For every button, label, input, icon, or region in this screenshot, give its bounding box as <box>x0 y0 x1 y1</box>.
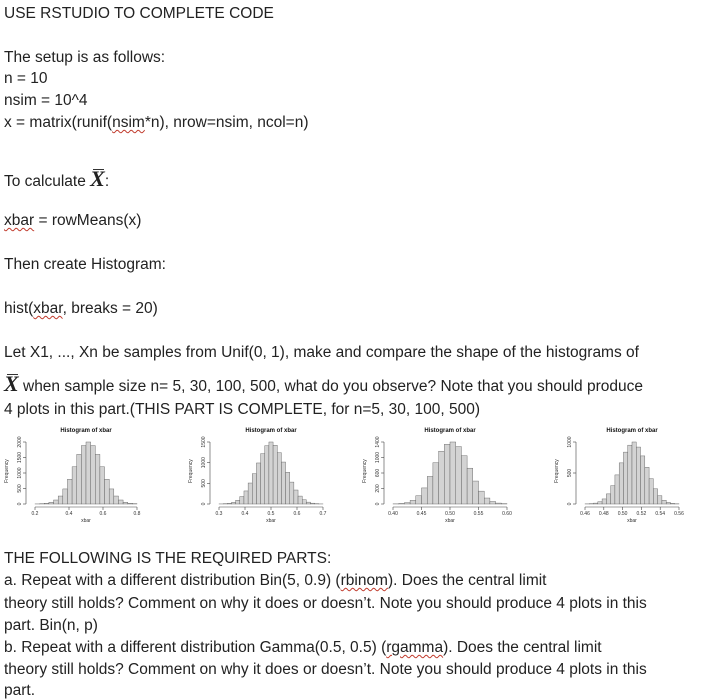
histogram-bar <box>404 503 410 504</box>
histogram-bar <box>623 452 627 504</box>
histogram-bar <box>439 451 445 504</box>
x-tick-label: 0.55 <box>474 511 484 517</box>
histogram-bar <box>666 502 670 504</box>
histogram-title: Histogram of xbar <box>606 428 658 434</box>
histogram-bar <box>123 502 128 504</box>
histogram-bar <box>461 456 467 504</box>
code-x <box>4 114 309 132</box>
y-axis-label: Frequency <box>362 459 368 483</box>
x-axis-label: xbar <box>445 518 455 524</box>
histogram-bar <box>86 442 91 504</box>
histogram-bar <box>95 454 100 504</box>
part-b-line-2: theory still holds? Comment on why it does or doesn’t. Note you should produce 4 plots in this <box>4 661 647 679</box>
histogram-title: Histogram of xbar <box>245 428 297 434</box>
histogram-n100 <box>360 424 530 524</box>
para-line-2-text: when sample size n= 5, 30, 100, 500, what do you observe? Note that you should produce <box>19 378 643 395</box>
hist-code-post: , breaks = 20) <box>63 300 158 317</box>
part-b-spellcheck: rgamma <box>386 639 443 656</box>
histogram-bar <box>615 475 619 504</box>
histogram-bar <box>231 502 235 504</box>
y-tick-label: 0 <box>17 502 23 505</box>
histogram-bar <box>236 500 240 504</box>
histogram-bar <box>302 500 306 504</box>
hist-code-spellcheck: xbar <box>33 300 62 317</box>
y-tick-label: 0 <box>375 502 381 505</box>
y-tick-label: 1500 <box>201 436 207 447</box>
setup-intro: The setup is as follows: <box>4 49 165 67</box>
histogram-bar <box>128 503 133 504</box>
histogram-bar <box>227 503 231 504</box>
x-tick-label: 0.50 <box>445 511 455 517</box>
histogram-bar <box>628 445 632 504</box>
histogram-bar <box>81 446 86 504</box>
histogram-bar <box>244 491 248 504</box>
histogram-title: Histogram of xbar <box>424 428 476 434</box>
y-tick-label: 1000 <box>567 436 573 447</box>
histogram-n30 <box>186 424 346 524</box>
histogram-bar <box>105 479 110 504</box>
x-tick-label: 0.8 <box>134 511 141 517</box>
histogram-bar <box>49 502 54 504</box>
x-tick-label: 0.46 <box>580 511 590 517</box>
x-tick-label: 0.48 <box>599 511 609 517</box>
histogram-bar <box>444 444 450 504</box>
y-tick-label: 500 <box>567 469 573 478</box>
calc-pre: To calculate <box>4 173 86 190</box>
histogram-bar <box>286 472 290 504</box>
histogram-bar <box>261 454 265 504</box>
part-a-post: ). Does the central limit <box>388 572 547 589</box>
x-tick-label: 0.7 <box>320 511 327 517</box>
histogram-bar <box>649 479 653 504</box>
histogram-bar <box>662 500 666 504</box>
code-n: n = 10 <box>4 70 48 88</box>
y-tick-label: 1000 <box>375 452 381 463</box>
histogram-bar <box>298 496 302 504</box>
part-b-pre: b. Repeat with a different distribution Gamma(0.5, 0.5) ( <box>4 639 386 656</box>
y-tick-label: 600 <box>375 469 381 478</box>
x-tick-label: 0.2 <box>32 511 39 517</box>
x-tick-label: 0.56 <box>674 511 684 517</box>
x-tick-label: 0.4 <box>66 511 73 517</box>
x-tick-label: 0.52 <box>637 511 647 517</box>
histogram-bar <box>240 497 244 504</box>
histogram-bar <box>109 489 114 504</box>
x-axis-label: xbar <box>81 518 91 524</box>
histogram-bar <box>636 447 640 504</box>
y-tick-label: 1500 <box>17 452 23 463</box>
y-tick-label: 1000 <box>17 467 23 478</box>
histogram-row <box>0 424 721 548</box>
y-tick-label: 1000 <box>201 457 207 468</box>
histogram-bar <box>473 481 479 504</box>
histogram-bar <box>54 500 59 504</box>
x-tick-label: 0.40 <box>388 511 398 517</box>
histogram-bar <box>496 503 502 504</box>
part-a-line-1 <box>4 572 546 590</box>
y-axis-label: Frequency <box>554 459 560 483</box>
histogram-bar <box>611 486 615 504</box>
histogram-bar <box>100 467 105 504</box>
histogram-bar <box>594 503 598 504</box>
x-tick-label: 0.60 <box>502 511 512 517</box>
histogram-bar <box>456 447 462 504</box>
histogram-bar <box>658 496 662 504</box>
histogram-bar <box>256 463 260 504</box>
histogram-bar <box>484 498 490 504</box>
y-tick-label: 2000 <box>17 436 23 447</box>
histogram-bar <box>422 488 428 504</box>
histogram-bar <box>44 503 49 504</box>
histogram-bar <box>433 463 439 504</box>
y-tick-label: 0 <box>567 502 573 505</box>
part-a-line-3: part. Bin(n, p) <box>4 617 98 635</box>
part-b-line-3: part. <box>4 682 35 700</box>
histogram-bar <box>619 463 623 504</box>
xbar-code-post: = rowMeans(x) <box>34 212 141 229</box>
part-b-post: ). Does the central limit <box>443 639 602 656</box>
y-axis-label: Frequency <box>188 459 194 483</box>
x-tick-label: 0.54 <box>655 511 665 517</box>
y-axis-label: Frequency <box>4 459 10 483</box>
histogram-bar <box>294 490 298 504</box>
histogram-n500 <box>552 424 702 524</box>
x-tick-label: 0.50 <box>618 511 628 517</box>
code-x-spellcheck: nsim <box>112 114 145 131</box>
histogram-bar <box>467 468 473 504</box>
xbar-symbol-2: X <box>4 372 19 396</box>
x-tick-label: 0.45 <box>417 511 427 517</box>
histogram-bar <box>118 500 123 504</box>
xbar-code-spellcheck: xbar <box>4 212 34 229</box>
histogram-bar <box>91 446 96 504</box>
histogram-bar <box>114 496 119 504</box>
required-heading: THE FOLLOWING IS THE REQUIRED PARTS: <box>4 550 331 568</box>
x-tick-label: 0.6 <box>100 511 107 517</box>
histogram-n5 <box>2 424 160 524</box>
y-tick-label: 500 <box>201 479 207 488</box>
y-tick-label: 500 <box>17 484 23 493</box>
histogram-bar <box>252 474 256 504</box>
histogram-bar <box>265 446 269 504</box>
code-x-pre: x = matrix(runif( <box>4 114 112 131</box>
para-line-2 <box>4 372 643 399</box>
part-a-pre: a. Repeat with a different distribution Bin(5, 0.9) ( <box>4 572 341 589</box>
histogram-bar <box>58 496 63 504</box>
histogram-bar <box>416 496 422 504</box>
calc-post: : <box>105 173 109 190</box>
histogram-title: Histogram of xbar <box>60 428 112 434</box>
x-tick-label: 0.5 <box>268 511 275 517</box>
histogram-bar <box>427 476 433 504</box>
histogram-bar <box>269 442 273 504</box>
histogram-bar <box>273 445 277 504</box>
histogram-bar <box>641 456 645 504</box>
xbar-symbol: X <box>90 167 105 191</box>
code-nsim: nsim = 10^4 <box>4 92 88 110</box>
hist-code <box>4 300 158 318</box>
y-tick-label: 1400 <box>375 436 381 447</box>
histogram-bar <box>311 503 315 504</box>
histogram-bar <box>606 494 610 504</box>
para-line-3: 4 plots in this part.(THIS PART IS COMPLETE, for n=5, 30, 100, 500) <box>4 401 480 419</box>
then-hist: Then create Histogram: <box>4 256 166 274</box>
xbar-code <box>4 212 141 230</box>
x-tick-label: 0.4 <box>242 511 249 517</box>
part-a-line-2: theory still holds? Comment on why it does or doesn’t. Note you should produce 4 plots in this <box>4 595 647 613</box>
histogram-bar <box>490 501 496 504</box>
histogram-bar <box>410 500 416 504</box>
part-b-line-1 <box>4 639 602 657</box>
histogram-bar <box>77 454 82 504</box>
calc-line <box>4 167 109 194</box>
histogram-bar <box>645 467 649 504</box>
y-tick-label: 200 <box>375 484 381 493</box>
histogram-bar <box>277 453 281 504</box>
y-tick-label: 0 <box>201 502 207 505</box>
code-x-post: *n), nrow=nsim, ncol=n) <box>145 114 309 131</box>
x-tick-label: 0.3 <box>216 511 223 517</box>
hist-code-pre: hist( <box>4 300 33 317</box>
x-tick-label: 0.6 <box>294 511 301 517</box>
part-a-spellcheck: rbinom <box>341 572 388 589</box>
histogram-bar <box>67 479 72 504</box>
histogram-bar <box>306 502 310 504</box>
histogram-bar <box>63 489 68 504</box>
histogram-bar <box>248 483 252 504</box>
heading: USE RSTUDIO TO COMPLETE CODE <box>4 5 274 23</box>
histogram-bar <box>632 442 636 504</box>
histogram-bar <box>281 462 285 504</box>
histogram-bar <box>602 499 606 504</box>
histogram-bar <box>450 442 456 504</box>
x-axis-label: xbar <box>266 518 276 524</box>
histogram-bar <box>479 491 485 504</box>
para-line-1: Let X1, ..., Xn be samples from Unif(0, 1), make and compare the shape of the histograms of <box>4 344 639 362</box>
histogram-bar <box>72 467 77 504</box>
histogram-bar <box>290 482 294 504</box>
histogram-bar <box>670 503 674 504</box>
histogram-bar <box>598 502 602 504</box>
x-axis-label: xbar <box>627 518 637 524</box>
histogram-bar <box>653 489 657 504</box>
